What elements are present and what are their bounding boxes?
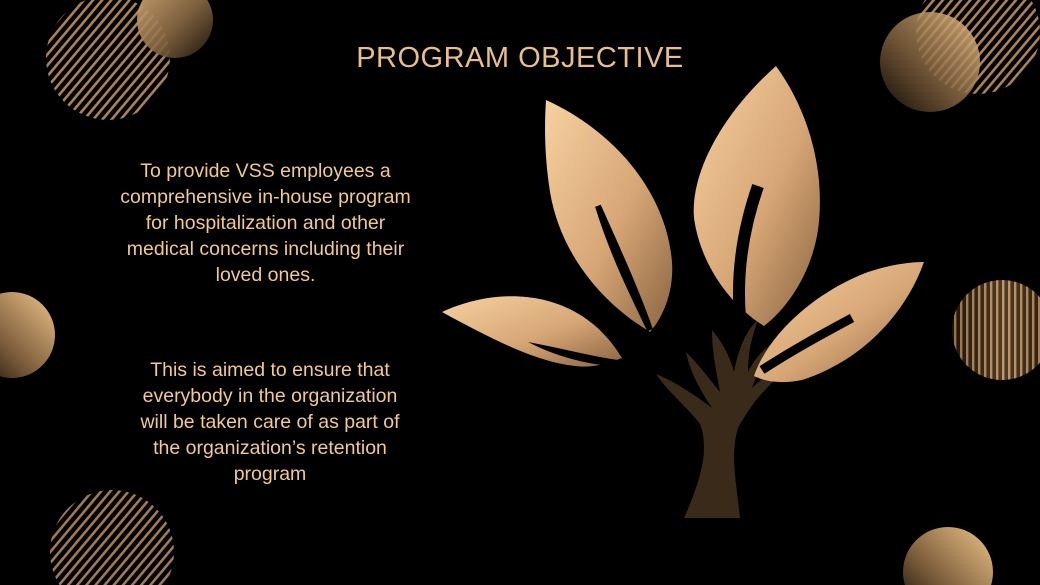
striped-circle-right [950,278,1040,388]
tree-hand-icon [442,66,924,518]
objective-paragraph: To provide VSS employees a comprehensive in-house program for hospitalization and other medical concerns including their loved ones. [120,160,411,286]
slide-title: PROGRAM OBJECTIVE [356,42,684,74]
retention-paragraph: This is aimed to ensure that everybody in the organization will be taken care of as part of the organization’s retention program [140,359,400,485]
striped-circle-bottom-left [40,480,190,585]
gradient-circle-left [0,292,55,378]
gradient-circle-bottom-right [903,527,993,585]
